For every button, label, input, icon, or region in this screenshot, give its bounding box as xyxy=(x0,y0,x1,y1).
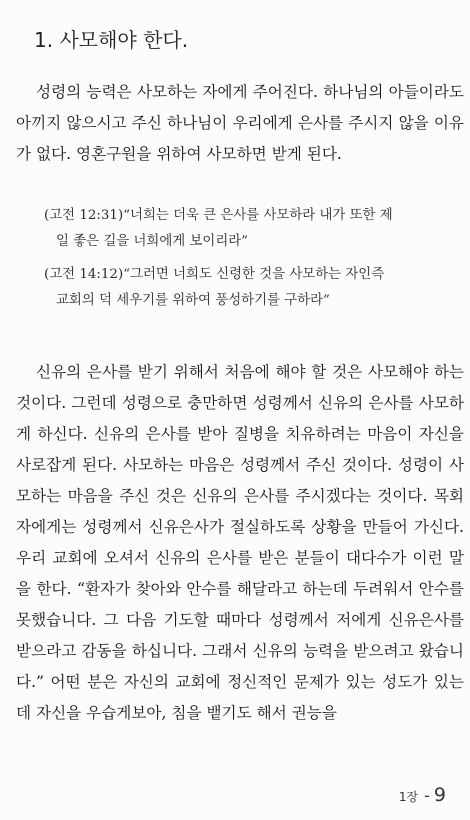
scripture-quotes xyxy=(44,203,454,321)
scripture-quote-1 xyxy=(44,203,454,255)
paragraph-main: 신유의 은사를 받기 위해서 처음에 해야 할 것은 사모해야 하는 것이다. 그런데 성령으로 충만하면 성령께서 신유의 은사를 사모하게 하신다. 신유의 은사를 받아 질병을 치유하려는 마음이 자신을 사로잡게 된다. 사모하는 마음은 성령께서 주신 것이다. 성령이 사모하는 마음을 주신 것은 신유의 은사를 주시겠다는 것이다. 목회자에게는 성령께서 신유은사가 절실하도록 상황을 만들어 가신다. 우리 교회에 오셔서 신유의 은사를 받은 분들이 대다수가 이런 말을 한다. “환자가 찾아와 안수를 해달라고 하는데 두려워서 안수를 못했습니다. 그 다음 기도할 때마다 성령께서 저에게 신유은사를 받으라고 감동을 하십니다. 그래서 신유의 능력을 받으려고 왔습니다.” 어떤 분은 자신의 교회에 정신적인 문제가 있는 성도가 있는데 자신을 우습게보아, 침을 뱉기도 해서 권능을 xyxy=(16,363,464,722)
scripture-quote-2 xyxy=(44,262,454,314)
footer-dash: - xyxy=(424,786,430,805)
quote-line: 일 좋은 길을 너희에게 보이리라” xyxy=(56,234,249,249)
page-number: 9 xyxy=(433,784,446,806)
chapter-label: 1장 xyxy=(398,790,419,804)
quote-line: (고전 12:31)“너희는 더욱 큰 은사를 사모하라 내가 또한 제 xyxy=(44,208,393,223)
quote-line: 교회의 덕 세우기를 위하여 풍성하기를 구하라” xyxy=(56,293,330,308)
section-heading: 1. 사모해야 한다. xyxy=(34,28,189,52)
paragraph-intro: 성령의 능력은 사모하는 자에게 주어진다. 하나님의 아들이라도 아끼지 않으시고 주신 하나님이 우리에게 은사를 주시지 않을 이유가 없다. 영혼구원을 위하여 사모하면 받게 된다. xyxy=(16,83,464,163)
quote-line: (고전 14:12)“그러면 너희도 신령한 것을 사모하는 자인즉 xyxy=(44,267,385,282)
page-footer xyxy=(399,784,446,806)
